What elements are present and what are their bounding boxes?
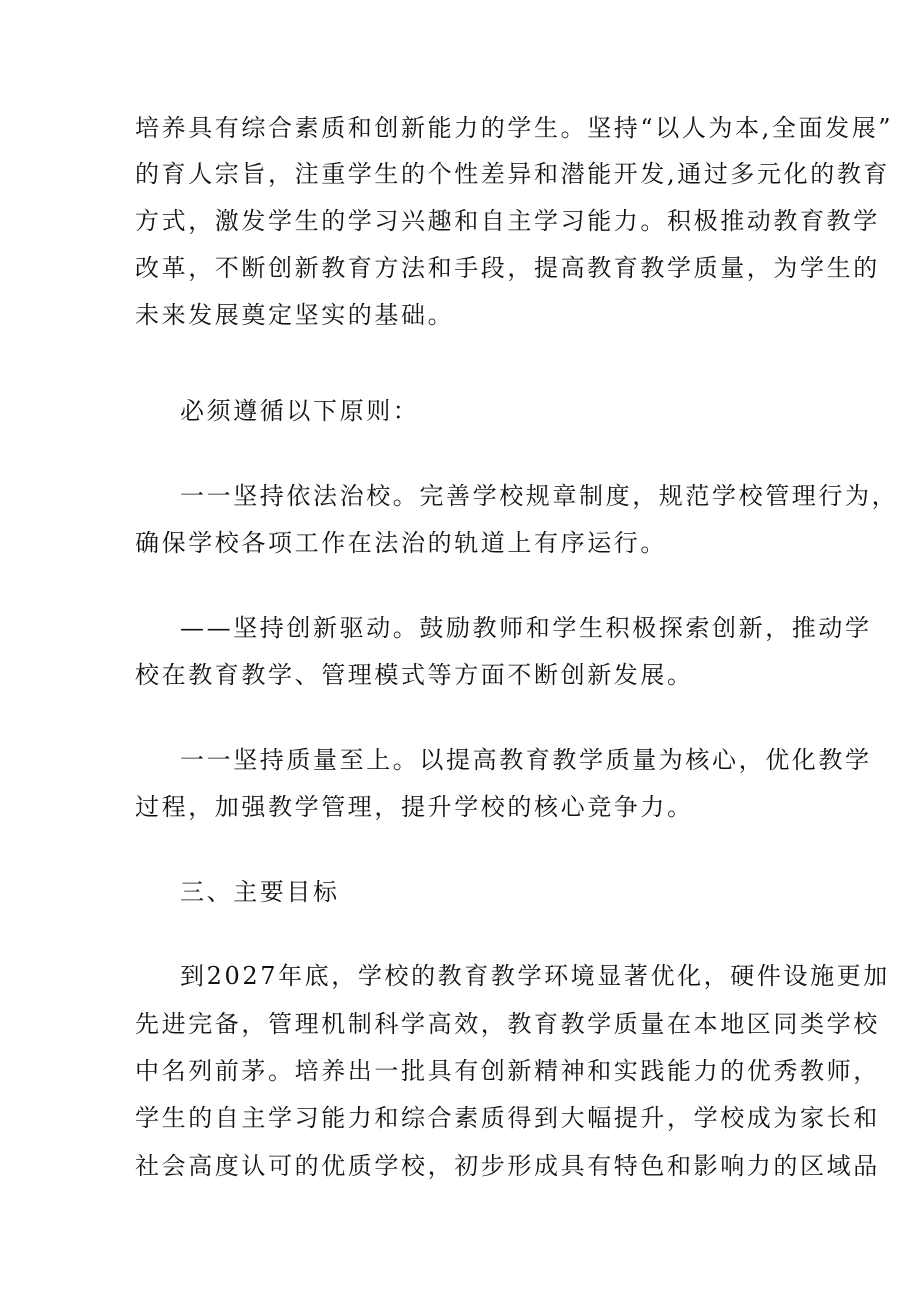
paragraph-line: 先进完备，管理机制科学高效，教育教学质量在本地区同类学校 [135, 1010, 880, 1038]
principle-line: 校在教育教学、管理模式等方面不断创新发展。 [135, 661, 694, 689]
principle-line: 过程，加强教学管理，提升学校的核心竞争力。 [135, 793, 694, 821]
paragraph-line: 的育人宗旨，注重学生的个性差异和潜能开发,通过多元化的教育 [135, 160, 891, 188]
principle-line: ——坚持创新驱动。鼓励教师和学生积极探索创新，推动学 [180, 614, 872, 642]
paragraph-line: 社会高度认可的优质学校，初步形成具有特色和影响力的区域品 [135, 1152, 880, 1180]
section-heading: 三、主要目标 [180, 878, 340, 906]
principles-heading: 必须遵循以下原则： [180, 397, 420, 425]
paragraph-line: 方式，激发学生的学习兴趣和自主学习能力。积极推动教育教学 [135, 207, 880, 235]
paragraph-line: 未来发展奠定坚实的基础。 [135, 301, 455, 329]
paragraph-line: 学生的自主学习能力和综合素质得到大幅提升，学校成为家长和 [135, 1104, 880, 1132]
principle-line: 一一坚持质量至上。以提高教育教学质量为核心，优化教学 [180, 746, 872, 774]
paragraph-line: 改革，不断创新教育方法和手段，提高教育教学质量，为学生的 [135, 254, 880, 282]
paragraph-line: 中名列前茅。培养出一批具有创新精神和实践能力的优秀教师， [135, 1057, 880, 1085]
paragraph-line: 到2027年底，学校的教育教学环境显著优化，硬件设施更加 [180, 962, 890, 990]
paragraph-line: 培养具有综合素质和创新能力的学生。坚持“以人为本,全面发展” [135, 114, 894, 142]
principle-line: 一一坚持依法治校。完善学校规章制度，规范学校管理行为， [180, 482, 899, 510]
principle-line: 确保学校各项工作在法治的轨道上有序运行。 [135, 529, 667, 557]
